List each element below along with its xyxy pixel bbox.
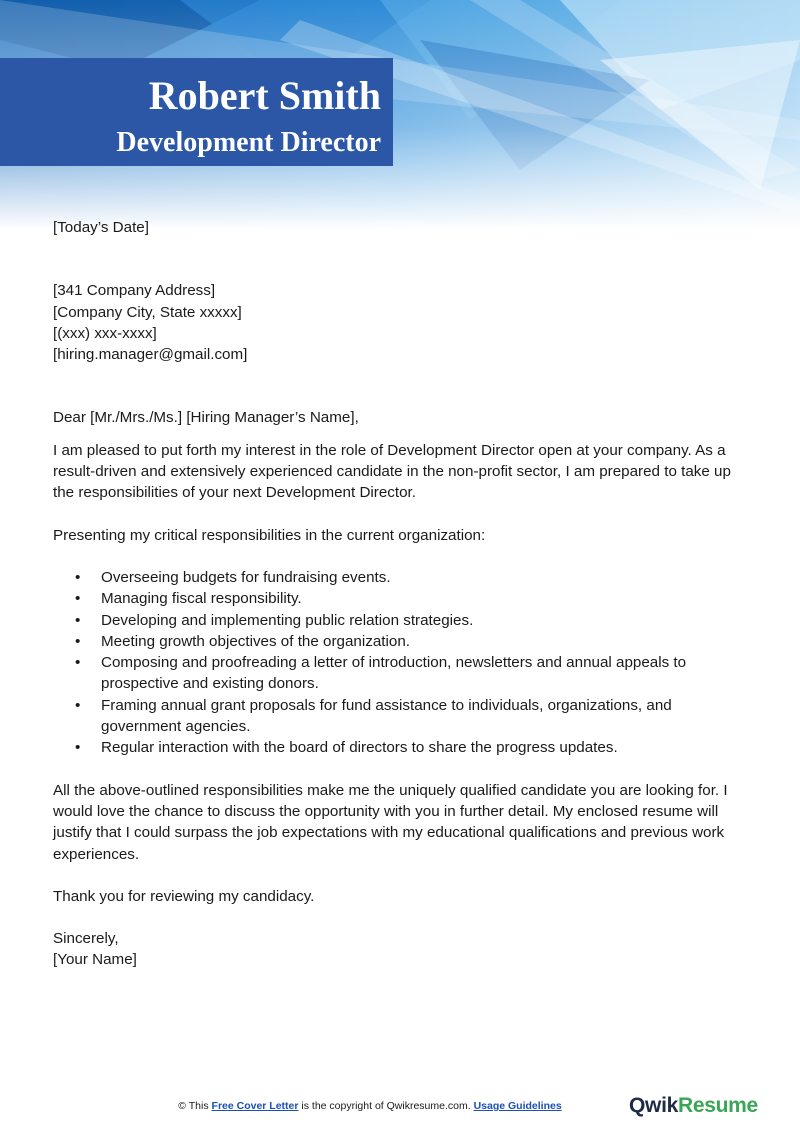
list-item: • Composing and proofreading a letter of introduction, newsletters and annual appeals to prospective and existing donors. — [101, 652, 753, 695]
address-line: [(xxx) xxx-xxxx] — [53, 324, 157, 342]
intro-paragraph: I am pleased to put forth my interest in the role of Development Director open at your company. As a result-driven and extensively experienced candidate in the non-profit sector, I am prepared to take up the responsibilities of your next Development Director. — [53, 441, 731, 502]
responsibilities-list — [53, 567, 753, 759]
signature: [Your Name] — [53, 951, 137, 969]
list-item: • Managing fiscal responsibility. — [101, 588, 753, 609]
closing-paragraph: All the above-outlined responsibilities make me the uniquely qualified candidate you are looking for. I would love the chance to discuss the opportunity with you in further detail. My enclosed resume will justify that I could surpass the job expectations with my educational qualifications and previous work experiences. — [53, 781, 728, 863]
list-intro: Presenting my critical responsibilities in the current organization: — [53, 526, 486, 544]
name-banner — [0, 58, 393, 166]
footer-middle: is the copyright of Qwikresume.com. — [301, 1100, 471, 1112]
address-line: [hiring.manager@gmail.com] — [53, 346, 248, 364]
footer-prefix: © This — [178, 1100, 209, 1112]
list-item: • Regular interaction with the board of directors to share the progress updates. — [101, 737, 753, 758]
signoff: Sincerely, — [53, 930, 119, 948]
list-item: • Developing and implementing public relation strategies. — [101, 610, 753, 631]
address-line: [Company City, State xxxxx] — [53, 303, 242, 321]
salutation: Dear [Mr./Mrs./Ms.] [Hiring Manager’s Name], — [53, 409, 359, 427]
letter-date: [Today’s Date] — [53, 219, 149, 236]
logo-part-qwik: Qwik — [629, 1094, 678, 1117]
candidate-name: Robert Smith — [148, 73, 381, 118]
list-item: • Meeting growth objectives of the organization. — [101, 631, 753, 652]
address-line: [341 Company Address] — [53, 282, 216, 300]
list-item: • Framing annual grant proposals for fund assistance to individuals, organizations, and government agencies. — [101, 695, 753, 738]
free-cover-letter-link[interactable]: Free Cover Letter — [211, 1100, 299, 1112]
job-title: Development Director — [116, 127, 381, 158]
qwikresume-logo — [629, 1094, 758, 1118]
thanks-line: Thank you for reviewing my candidacy. — [53, 887, 315, 905]
list-item: • Overseeing budgets for fundraising events. — [101, 567, 753, 588]
recipient-address — [53, 280, 753, 365]
usage-guidelines-link[interactable]: Usage Guidelines — [473, 1100, 562, 1112]
letter-body — [53, 217, 753, 971]
logo-part-resume: Resume — [677, 1094, 758, 1117]
